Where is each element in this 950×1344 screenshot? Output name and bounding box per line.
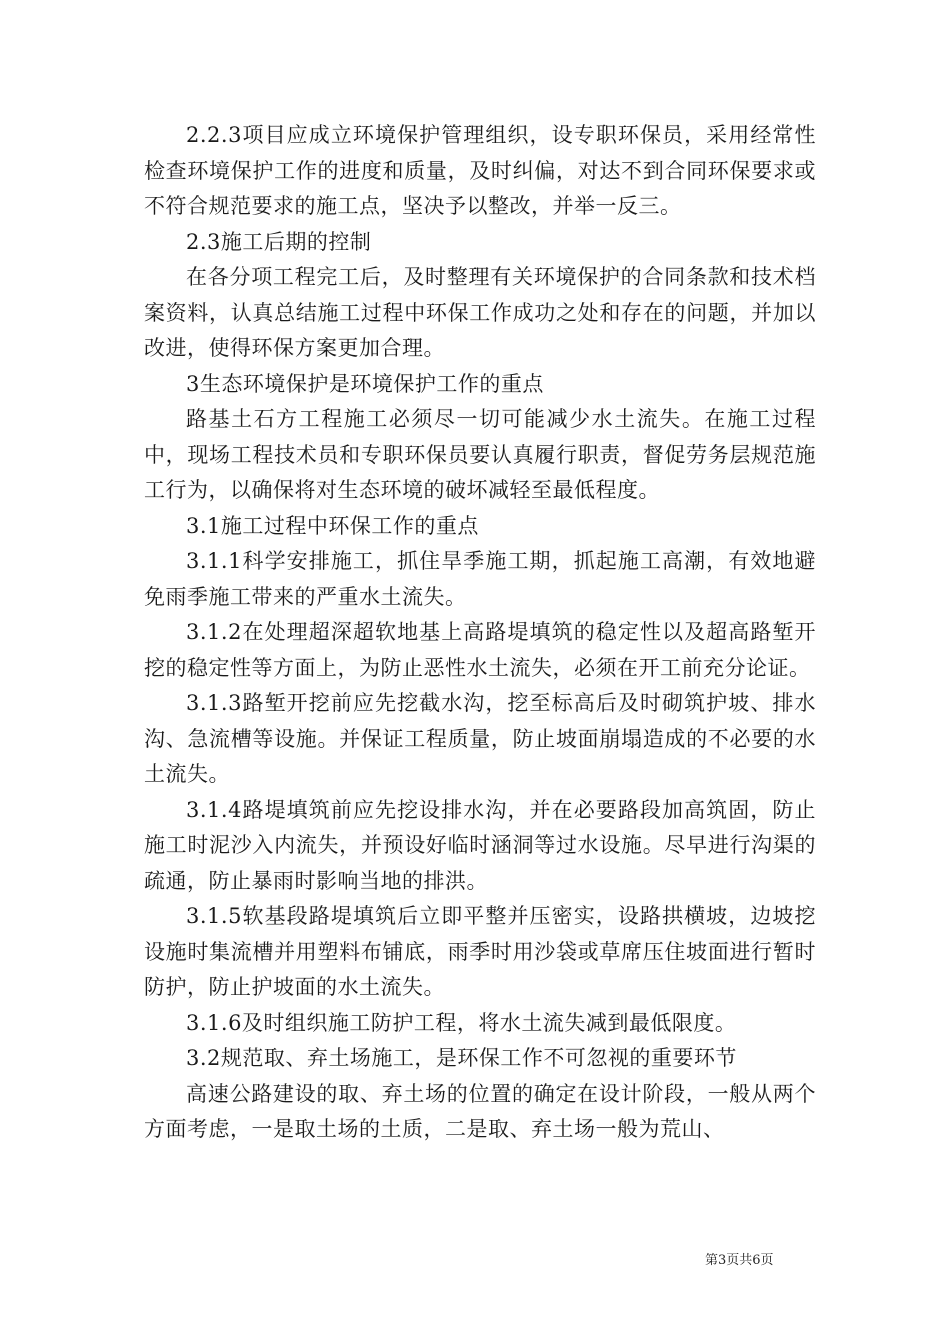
document-body	[144, 118, 816, 1148]
paragraph-3-1-4: 3.1.4路堤填筑前应先挖设排水沟，并在必要路段加高筑固，防止施工时泥沙入内流失，并预设好临时涵洞等过水设施。尽早进行沟渠的疏通，防止暴雨时影响当地的排洪。	[144, 797, 816, 893]
paragraph-2-2-3: 2.2.3项目应成立环境保护管理组织，设专职环保员，采用经常性检查环境保护工作的进度和质量，及时纠偏，对达不到合同环保要求或不符合规范要求的施工点，坚决予以整改，并举一反三。	[144, 123, 816, 218]
paragraph-2-3-body: 在各分项工程完工后，及时整理有关环境保护的合同条款和技术档案资料，认真总结施工过程中环保工作成功之处和存在的问题，并加以改进，使得环保方案更加合理。	[144, 265, 816, 360]
paragraph-3-2-body: 高速公路建设的取、弃土场的位置的确定在设计阶段，一般从两个方面考虑，一是取土场的土质，二是取、弃土场一般为荒山、	[144, 1081, 816, 1141]
paragraph-3-1-2: 3.1.2在处理超深超软地基上高路堤填筑的稳定性以及超高路堑开挖的稳定性等方面上，为防止恶性水土流失，必须在开工前充分论证。	[144, 620, 816, 680]
paragraph-3-1-3: 3.1.3路堑开挖前应先挖截水沟，挖至标高后及时砌筑护坡、排水沟、急流槽等设施。并保证工程质量，防止坡面崩塌造成的不必要的水土流失。	[144, 691, 816, 786]
paragraph-3-1-6: 3.1.6及时组织施工防护工程，将水土流失减到最低限度。	[186, 1010, 737, 1035]
page-number-footer: 第3页共6页	[705, 1253, 774, 1268]
paragraph-3-1-1: 3.1.1科学安排施工，抓住旱季施工期，抓起施工高潮，有效地避免雨季施工带来的严重水土流失。	[144, 549, 816, 609]
heading-3-2: 3.2规范取、弃土场施工，是环保工作不可忽视的重要环节	[186, 1046, 737, 1070]
heading-2-3: 2.3施工后期的控制	[186, 229, 372, 254]
paragraph-3-body: 路基土石方工程施工必须尽一切可能减少水土流失。在施工过程中，现场工程技术员和专职环保员要认真履行职责，督促劳务层规范施工行为，以确保将对生态环境的破坏减轻至最低程度。	[144, 407, 816, 502]
heading-3: 3生态环境保护是环境保护工作的重点	[186, 371, 544, 396]
heading-3-1: 3.1施工过程中环保工作的重点	[186, 513, 479, 538]
paragraph-3-1-5: 3.1.5软基段路堤填筑后立即平整并压密实，设路拱横坡，边坡挖设施时集流槽并用塑料布铺底，雨季时用沙袋或草席压住坡面进行暂时防护，防止护坡面的水土流失。	[144, 904, 816, 999]
